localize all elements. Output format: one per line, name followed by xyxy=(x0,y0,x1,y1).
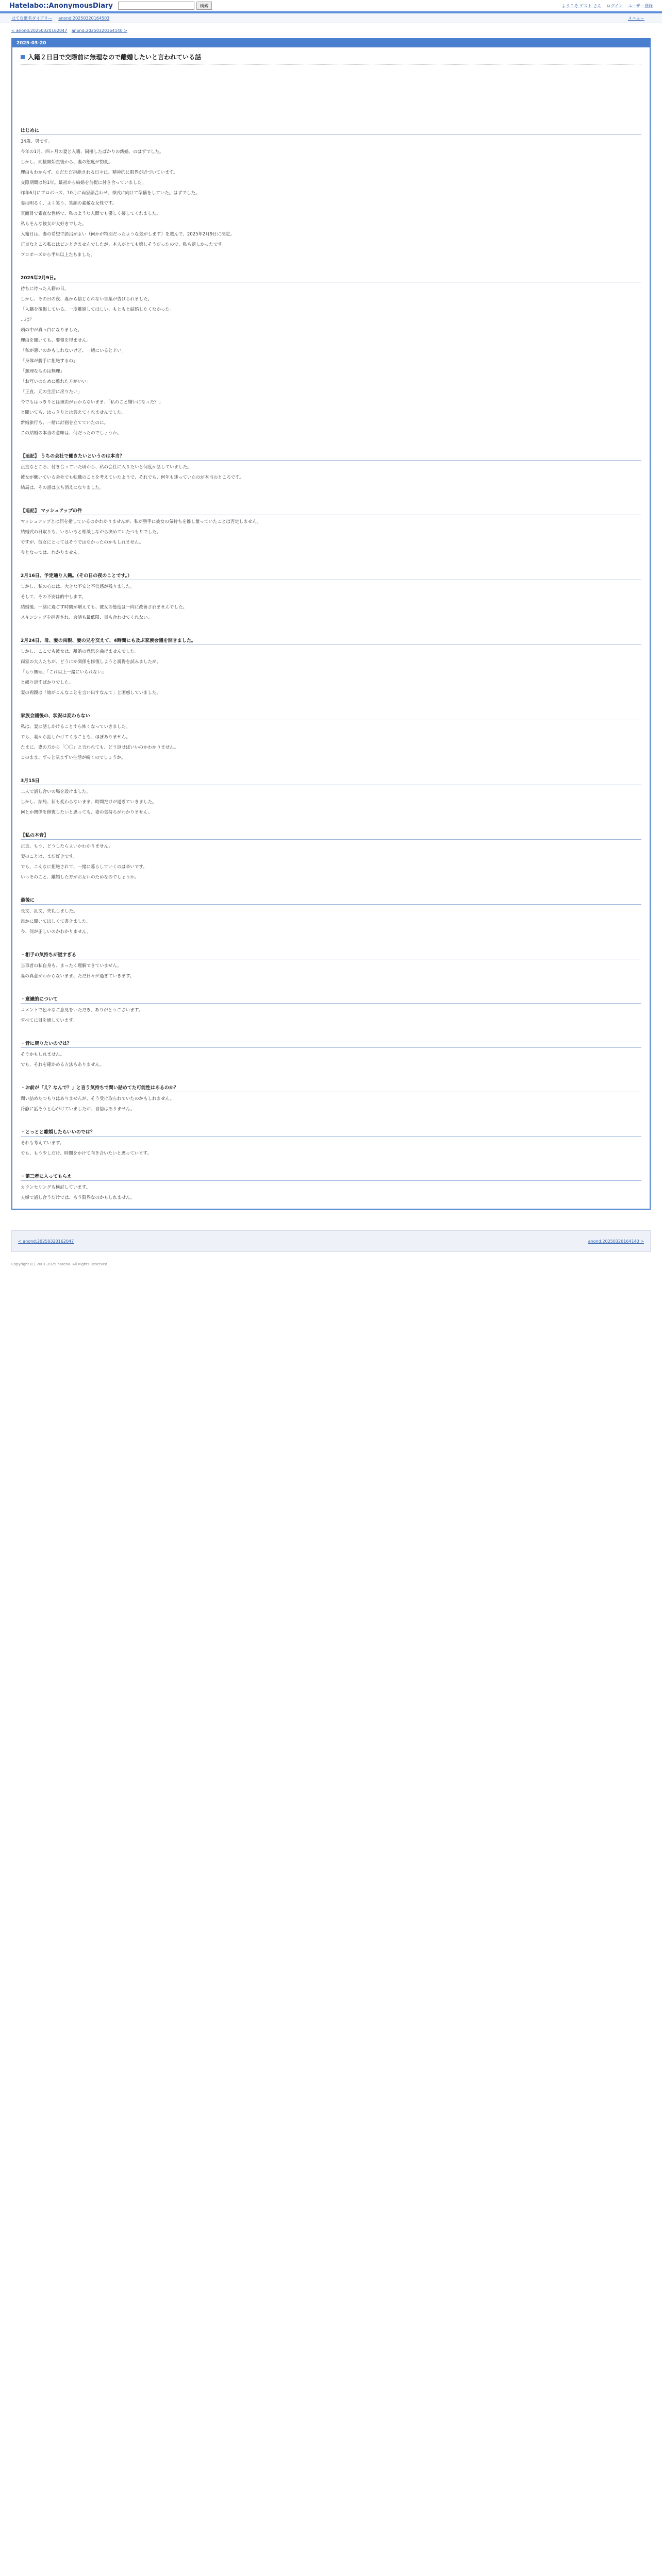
paragraph: 理由を聞いても、要領を得ません。 xyxy=(21,338,91,343)
sub-bar xyxy=(0,13,662,23)
paragraph: 34歳、男です。 xyxy=(21,139,53,144)
paragraph: 冷静に話そうと心がけていましたが、自信はありません。 xyxy=(21,1107,135,1112)
paragraph: そうかもしれません。 xyxy=(21,1052,65,1057)
paragraph: 私は、妻に話しかけることすら怖くなっていきました。 xyxy=(21,724,130,730)
paragraph: 二人で話し合いの場を設けました。 xyxy=(21,789,91,794)
paragraph: 当事者の私自身も、まったく理解できていません。 xyxy=(21,963,122,969)
paragraph: 今、何が正しいのかわかりません。 xyxy=(21,929,91,935)
paragraph: 真面目で素直な性格で、私のような人間でも優しく接してくれました。 xyxy=(21,211,161,216)
section-gap xyxy=(21,495,641,499)
section-gap xyxy=(21,624,641,629)
section-gap xyxy=(21,765,641,769)
paragraph: 今でもはっきりとは理由がわからないまま、「私のこと嫌いになった？」 xyxy=(21,400,163,405)
section-heading: ・お前が「え？なんで？」と言う気持ちで問い詰めてた可能性はあるのか？ xyxy=(21,1084,641,1092)
paragraph: 「もう無理」「これ以上一緒にいられない」 xyxy=(21,670,106,675)
paragraph: このまま、ずっと気まずい生活が続くのでしょうか。 xyxy=(21,755,126,760)
paragraph: …は？ xyxy=(21,317,34,323)
paragraph: 頭の中が真っ白になりました。 xyxy=(21,328,82,333)
paragraph: 「無理なものは無理」 xyxy=(21,369,65,374)
diary-home-link[interactable]: はてな匿名ダイアリー xyxy=(11,15,53,21)
paragraph: しかし、同棲開始直後から、妻の態度が豹変。 xyxy=(21,160,113,165)
paragraph: と聞いても、はっきりとは答えてくれませんでした。 xyxy=(21,410,126,415)
paragraph: 長文、乱文、失礼しました。 xyxy=(21,909,78,914)
section-heading: 2月16日、予定通り入籍。（その日の夜のことです。） xyxy=(21,572,641,580)
paragraph: 結婚式の日取りも、いろいろと相談しながら決めていたつもりでした。 xyxy=(21,530,161,535)
title-square-icon xyxy=(21,55,25,59)
section-gap xyxy=(21,700,641,704)
top-nav-login[interactable]: ログイン xyxy=(606,3,623,8)
paragraph: 妻のことは、まだ好きです。 xyxy=(21,854,77,859)
paragraph: 誰かに聞いてほしくて書きました。 xyxy=(21,919,91,924)
section-gap xyxy=(21,262,641,266)
paragraph: しかし、その日の夜、妻から信じられない言葉が告げられました。 xyxy=(21,297,153,302)
paragraph: 彼女が働いている会社でも転職のことを考えていたようで、それでも、何年も迷っていたのが本当のところです。 xyxy=(21,475,244,480)
paragraph: この結婚の本当の意味は、何だったのでしょうか。 xyxy=(21,431,122,436)
paragraph: 両家の大人たちが、どうにか関係を修復しようと説得を試みましたが、 xyxy=(21,659,161,665)
section-heading: ・相手の気持ちが謎すぎる xyxy=(21,951,641,959)
footer: Copyright (C) 2001-2025 hatena. All Rights Reserved. xyxy=(11,1262,109,1266)
section-heading: 【追記】 うちの会社で働きたいというのは本当？ xyxy=(21,452,641,461)
page-nav xyxy=(11,1230,651,1252)
paragraph: 妻の両親は「娘がこんなことを言い出すなんて」と困惑していました。 xyxy=(21,690,161,696)
paragraph: 問い詰めたつもりはありませんが、そう受け取られていたのかもしれません。 xyxy=(21,1096,175,1101)
section-gap xyxy=(21,939,641,943)
paragraph: でも、こんなに拒絶されて、一緒に暮らしていくのは辛いです。 xyxy=(21,865,147,870)
paragraph: マッシュアップとは何を指しているのかわかりませんが、私が勝手に彼女の気持ちを推し量っていたことは否定しません。 xyxy=(21,519,261,524)
paragraph: 入籍日は、妻の希望で語呂がよい（何かが特別だったような気がします）を選んで、2025年2月9日に決定。 xyxy=(21,232,235,237)
paragraph: 「入籍を後悔している。一度離婚してほしい、もともと結婚したくなかった」 xyxy=(21,307,174,312)
paragraph: 待ちに待った入籍の日。 xyxy=(21,286,69,292)
article-body xyxy=(21,127,641,1209)
top-nav xyxy=(562,3,653,9)
paragraph: プロポーズから半年以上たちました。 xyxy=(21,252,95,258)
paragraph: しかし、結局、何も変わらないまま、時間だけが過ぎていきました。 xyxy=(21,800,157,805)
entry-id-link[interactable]: anond:20250320164503 xyxy=(58,15,110,21)
section-gap xyxy=(21,884,641,888)
paragraph: いっそのこと、離婚した方がお互いのためなのでしょうか。 xyxy=(21,875,139,880)
paragraph: でも、それを確かめる方法もありません。 xyxy=(21,1062,105,1067)
search-input[interactable] xyxy=(118,2,194,10)
paragraph: それも考えています。 xyxy=(21,1141,64,1146)
article xyxy=(12,47,650,1209)
paragraph: 理由もわからず、ただただ拒絶される日々に、精神的に限界が近づいています。 xyxy=(21,170,178,175)
paragraph: カウンセリングも検討しています。 xyxy=(21,1185,91,1190)
paragraph: と繰り返すばかりでした。 xyxy=(21,680,74,685)
section-gap xyxy=(21,1205,641,1209)
next-entry-link[interactable]: anond:20250320164140 > xyxy=(71,28,127,33)
section-heading: 2月24日、母、妻の両親、妻の兄を交えて、4時間にも及ぶ家族会議を開きました。 xyxy=(21,637,641,645)
top-nav-register[interactable]: ユーザー登録 xyxy=(628,3,653,8)
paragraph: 何とか関係を修復したいと思っても、妻の気持ちがわかりません。 xyxy=(21,810,153,815)
paragraph: でも、妻から話しかけてくることも、ほぼありません。 xyxy=(21,735,131,740)
entry-title-text: 入籍２日目で交際前に無理なので離婚したいと言われている話 xyxy=(28,54,202,61)
paragraph: 「身体が勝手に拒絶するの」 xyxy=(21,359,78,364)
paragraph: そして、その不安は的中します。 xyxy=(21,595,86,600)
paragraph: 今となっては、わかりません。 xyxy=(21,550,82,555)
section-heading: はじめに xyxy=(21,127,641,135)
day-box xyxy=(11,38,651,1210)
date-header: 2025-03-20 xyxy=(12,39,650,47)
section-gap xyxy=(21,1116,641,1120)
section-gap xyxy=(21,560,641,564)
site-logo[interactable]: Hatelabo::AnonymousDiary xyxy=(9,2,113,10)
paragraph: 夫婦で話し合うだけでは、もう限界なのかもしれません。 xyxy=(21,1195,135,1200)
breadcrumb xyxy=(0,23,662,38)
prev-entry-link[interactable]: < anond:20250320162047 xyxy=(11,28,68,33)
page-prev-link[interactable]: < anond:20250320162047 xyxy=(18,1239,74,1244)
paragraph: 新婚旅行も、一緒に計画を立てていたのに。 xyxy=(21,420,109,426)
section-heading: 最後に xyxy=(21,896,641,905)
paragraph: スキンシップを拒否され、会話も最低限、目も合わせてくれない。 xyxy=(21,615,153,620)
section-heading: 【私の本音】 xyxy=(21,832,641,840)
paragraph: コメントで色々なご意見をいただき、ありがとうございます。 xyxy=(21,1008,143,1013)
section-heading: ・とっとと離婚したらいいのでは？ xyxy=(21,1128,641,1137)
section-heading: 【追記】 マッシュアップの件 xyxy=(21,507,641,515)
paragraph: 正直なところ、付き合っていた頃から、私の会社に入りたいと何度か話していました。 xyxy=(21,465,192,470)
paragraph: 昨年6月にプロポーズ、10月に両家顔合わせ、挙式に向けて準備をしていた。はずでした。 xyxy=(21,191,200,196)
paragraph: 今年の1月、四ヶ月の妻と入籍、同棲したばかりの新婚、のはずでした。 xyxy=(21,149,164,155)
section-heading: 2025年2月9日。 xyxy=(21,274,641,282)
section-gap xyxy=(21,1160,641,1164)
paragraph: 「お互いのために離れた方がいい」 xyxy=(21,379,91,384)
paragraph: しかし、私の心には、大きな不安と不信感が残りました。 xyxy=(21,584,135,589)
paragraph: でも、もう少しだけ、時間をかけて向き合いたいと思っています。 xyxy=(21,1151,152,1156)
site-header xyxy=(0,0,662,11)
paragraph: たまに、妻の方から「〇〇」と言われても、どう返せばいいのかわかりません。 xyxy=(21,745,179,750)
paragraph: 妻は明るく、よく笑う、笑顔の素敵な女性です。 xyxy=(21,201,117,206)
top-nav-welcome[interactable]: ようこそ ゲスト さん xyxy=(561,3,602,8)
paragraph: 正直、もう、どうしたらよいかわかりません。 xyxy=(21,844,113,849)
section-gap xyxy=(21,819,641,823)
page-next-link[interactable]: anond:20250320164140 > xyxy=(588,1239,644,1244)
entry-title xyxy=(21,53,641,61)
section-gap xyxy=(21,1027,641,1031)
paragraph: ですが、彼女にとってはそうではなかったのかもしれません。 xyxy=(21,540,144,545)
paragraph: 結局は、その話は立ち消えになりました。 xyxy=(21,485,104,490)
paragraph: しかし、ここでも彼女は、離婚の意思を曲げませんでした。 xyxy=(21,649,139,654)
paragraph: 交際期間は約1年。最初から結婚を前提に付き合っていました。 xyxy=(21,180,146,185)
paragraph: 「正直、元の生活に戻りたい」 xyxy=(21,389,82,395)
section-heading: ・意識的について xyxy=(21,995,641,1004)
menu-link[interactable]: メニュー xyxy=(628,15,644,21)
section-gap xyxy=(21,983,641,987)
section-heading: ・第三者に入ってもらえ xyxy=(21,1173,641,1181)
paragraph: 「私が悪いのかもしれないけど、一緒にいると辛い」 xyxy=(21,348,126,353)
section-heading: ・昔に戻りたいのでは？ xyxy=(21,1040,641,1048)
title-divider xyxy=(21,64,641,65)
search-button[interactable]: 検索 xyxy=(196,2,212,10)
section-heading: 3月15日 xyxy=(21,777,641,785)
paragraph: 妻の真意がわからないまま、ただ日々が過ぎていきます。 xyxy=(21,974,135,979)
section-heading: 家族会議後の、状況は変わらない xyxy=(21,712,641,720)
paragraph: 正直なところ私にはピンときませんでしたが、本人がとても嬉しそうだったので、私も嬉しかったです。 xyxy=(21,242,226,247)
paragraph: 私もそんな彼女が大好きでした。 xyxy=(21,222,87,227)
paragraph: すべてに目を通しています。 xyxy=(21,1018,77,1023)
section-gap xyxy=(21,440,641,444)
paragraph: 結婚後、一緒に過ごす時間が増えても、彼女の態度は一向に改善されませんでした。 xyxy=(21,605,188,610)
section-gap xyxy=(21,1072,641,1076)
